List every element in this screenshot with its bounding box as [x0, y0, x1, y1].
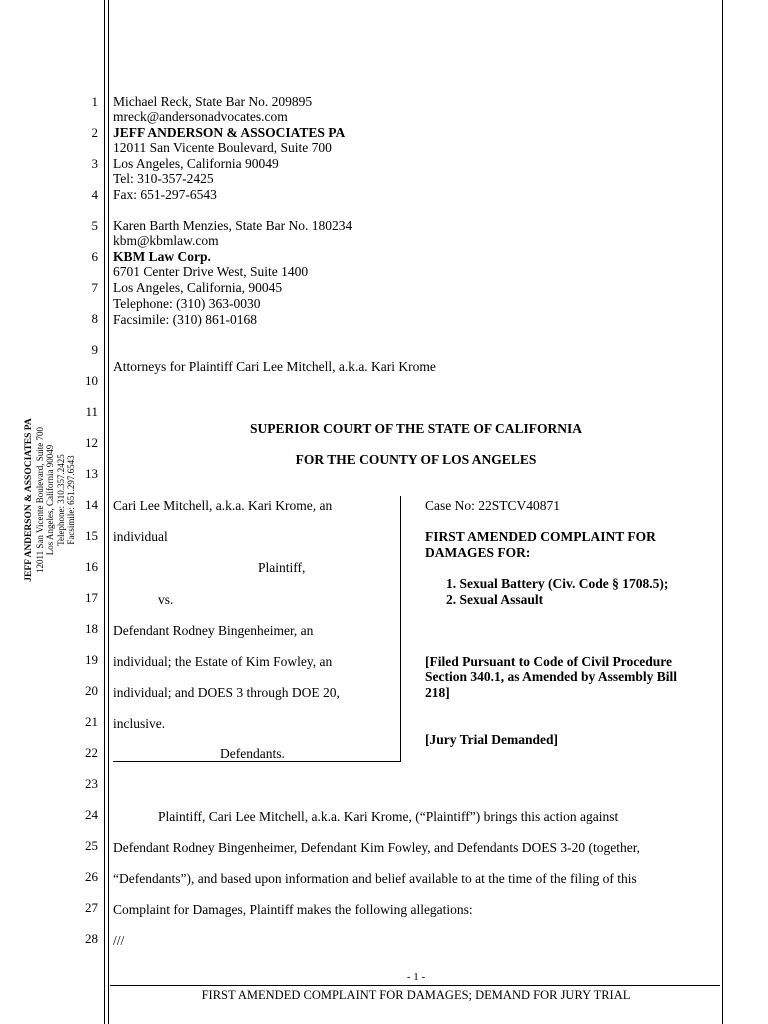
right-margin-rule — [722, 0, 723, 1024]
court-name: SUPERIOR COURT OF THE STATE OF CALIFORNIA — [249, 421, 583, 436]
line-number: 7 — [91, 280, 98, 295]
page-number: - 1 - — [406, 971, 426, 983]
line-number: 24 — [85, 807, 98, 822]
counsel1-fax: Fax: 651-297-6543 — [113, 187, 217, 202]
case-number: Case No: 22STCV40871 — [425, 498, 560, 513]
defendant-line-1: Defendant Rodney Bingenheimer, an — [113, 623, 314, 638]
body-line-26: “Defendants”), and based upon information and belief available to at the time of the filing of this — [113, 871, 637, 886]
line-number: 13 — [85, 466, 98, 481]
footer-rule — [110, 985, 720, 986]
line-number: 28 — [85, 931, 98, 946]
sidebar-firm-city: Los Angeles, California 90049 — [44, 444, 55, 556]
counsel1-email: mreck@andersonadvocates.com — [113, 109, 288, 124]
body-line-24: Plaintiff, Cari Lee Mitchell, a.k.a. Kari Krome, (“Plaintiff”) brings this action against — [158, 809, 619, 824]
caption-bottom-rule — [113, 761, 401, 762]
defendant-line-3: individual; and DOES 3 through DOE 20, — [113, 685, 340, 700]
defendant-line-2: individual; the Estate of Kim Fowley, an — [113, 654, 333, 669]
counsel2-fax: Facsimile: (310) 861-0168 — [113, 312, 257, 327]
claim-1: 1. Sexual Battery (Civ. Code § 1708.5); — [446, 576, 669, 591]
line-number: 11 — [85, 404, 98, 419]
counsel1-tel: Tel: 310-357-2425 — [113, 171, 214, 186]
left-margin-rule-2 — [108, 0, 109, 1024]
plaintiff-role: Plaintiff, — [258, 560, 306, 575]
line-number: 17 — [85, 590, 98, 605]
jury-demand: [Jury Trial Demanded] — [425, 732, 558, 747]
plaintiff-line-2: individual — [113, 529, 168, 544]
body-line-27: Complaint for Damages, Plaintiff makes the following allegations: — [113, 902, 473, 917]
line-number: 14 — [85, 497, 98, 512]
line-number: 12 — [85, 435, 98, 450]
sidebar-firm-tel: Telephone: 310.357.2425 — [55, 454, 66, 546]
versus: vs. — [158, 592, 174, 607]
filed-note-line-2: Section 340.1, as Amended by Assembly Bill — [425, 669, 678, 684]
line-number: 5 — [91, 218, 98, 233]
left-margin-rule-1 — [104, 0, 105, 1024]
body-line-25: Defendant Rodney Bingenheimer, Defendant Kim Fowley, and Defendants DOES 3-20 (together, — [113, 840, 641, 855]
line-number: 19 — [85, 652, 98, 667]
court-county: FOR THE COUNTY OF LOS ANGELES — [295, 452, 537, 467]
line-number: 21 — [85, 714, 98, 729]
claim-2: 2. Sexual Assault — [446, 592, 544, 607]
document-title-line-1: FIRST AMENDED COMPLAINT FOR — [425, 529, 656, 544]
counsel1-street: 12011 San Vicente Boulevard, Suite 700 — [113, 140, 332, 155]
defendant-line-4: inclusive. — [113, 716, 166, 731]
line-number: 8 — [91, 311, 98, 326]
line-number: 22 — [85, 745, 98, 760]
counsel2-tel: Telephone: (310) 363-0030 — [113, 296, 261, 311]
counsel2-city: Los Angeles, California, 90045 — [113, 280, 283, 295]
counsel2-name: Karen Barth Menzies, State Bar No. 180234 — [113, 218, 353, 233]
sidebar-firm-street: 12011 San Vicente Boulevard, Suite 700 — [34, 427, 45, 573]
line-number: 18 — [85, 621, 98, 636]
line-number: 25 — [85, 838, 98, 853]
sidebar-firm-name: JEFF ANDERSON & ASSOCIATES PA — [23, 418, 34, 582]
caption-right-rule — [400, 496, 401, 762]
line-number: 27 — [85, 900, 98, 915]
line-number: 10 — [85, 373, 98, 388]
counsel2-email: kbm@kbmlaw.com — [113, 233, 219, 248]
line-number: 4 — [91, 187, 98, 202]
document-title-line-2: DAMAGES FOR: — [425, 545, 531, 560]
line-number: 26 — [85, 869, 98, 884]
counsel2-street: 6701 Center Drive West, Suite 1400 — [113, 264, 309, 279]
line-number: 2 — [91, 125, 98, 140]
sidebar-firm-fax: Facsimile: 651.297.6543 — [65, 455, 76, 545]
filed-note-line-1: [Filed Pursuant to Code of Civil Procedure — [425, 654, 672, 669]
filed-note-line-3: 218] — [425, 685, 450, 700]
line-number: 15 — [85, 528, 98, 543]
footer-title: FIRST AMENDED COMPLAINT FOR DAMAGES; DEMAND FOR JURY TRIAL — [201, 988, 631, 1002]
line-number: 16 — [85, 559, 98, 574]
counsel2-firm: KBM Law Corp. — [113, 249, 211, 264]
line-number: 9 — [91, 342, 98, 357]
line-number: 3 — [91, 156, 98, 171]
body-line-28: /// — [113, 933, 125, 948]
attorneys-for: Attorneys for Plaintiff Cari Lee Mitchell, a.k.a. Kari Krome — [113, 359, 436, 374]
counsel1-name: Michael Reck, State Bar No. 209895 — [113, 94, 313, 109]
counsel1-firm: JEFF ANDERSON & ASSOCIATES PA — [113, 125, 346, 140]
line-number: 20 — [85, 683, 98, 698]
line-number: 1 — [91, 94, 98, 109]
plaintiff-line-1: Cari Lee Mitchell, a.k.a. Kari Krome, an — [113, 498, 333, 513]
line-number: 6 — [91, 249, 98, 264]
line-number: 23 — [85, 776, 98, 791]
counsel1-city: Los Angeles, California 90049 — [113, 156, 279, 171]
defendant-role: Defendants. — [220, 746, 285, 761]
